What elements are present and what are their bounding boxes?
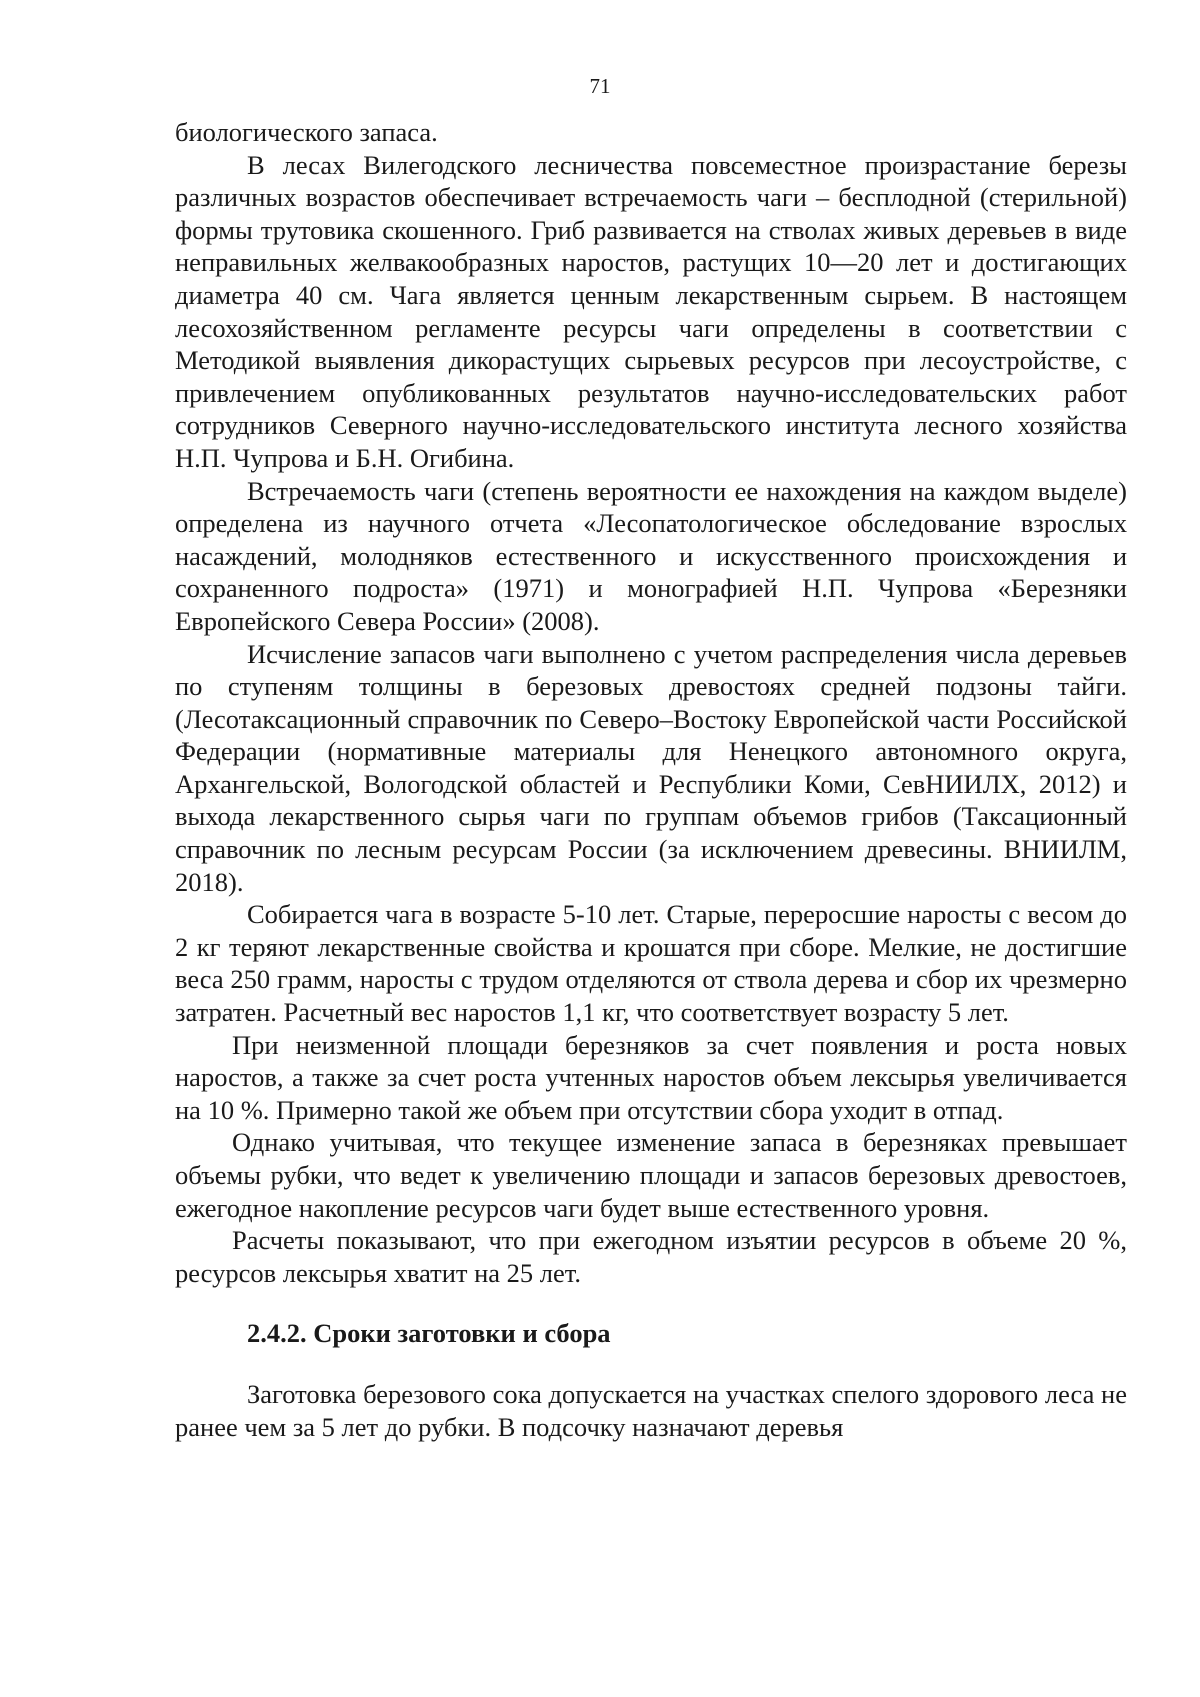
- body-text: [175, 116, 1127, 1443]
- paragraph-continuation: биологического запаса.: [175, 117, 438, 147]
- paragraph-chaga-calculation: Исчисление запасов чаги выполнено с учетом распределения числа деревьев по ступеням толщины в березовых древостоях средней подзоны тайги. (Лесотаксационный справочник по Северо–Востоку Европейской части Российской Федерации (нормативные материалы для Ненецкого автономного округа, Архангельской, Вологодской областей и Республики Коми, СевНИИЛХ, 2012) и выхода лекарственного сырья чаги по группам объемов грибов (Таксационный справочник по лесным ресурсам России (за исключением древесины. ВНИИЛМ, 2018).: [175, 638, 1127, 897]
- paragraph-chaga-resources: Расчеты показывают, что при ежегодном изъятии ресурсов в объеме 20 %, ресурсов лексырья хватит на 25 лет.: [175, 1225, 1127, 1288]
- paragraph-chaga-growth: При неизменной площади березняков за счет появления и роста новых наростов, а также за счет роста учтенных наростов объем лексырья увеличивается на 10 %. Примерно такой же объем при отсутствии сбора уходит в отпад.: [175, 1029, 1127, 1125]
- section-heading: 2.4.2. Сроки заготовки и сбора: [247, 1318, 611, 1349]
- paragraph-chaga-accumulation: Однако учитывая, что текущее изменение запаса в березняках превышает объемы рубки, что ведет к увеличению площади и запасов березовых древостоев, ежегодное накопление ресурсов чаги будет выше естественного уровня.: [175, 1127, 1127, 1223]
- paragraph-chaga-occurrence: Встречаемость чаги (степень вероятности ее нахождения на каждом выделе) определена из научного отчета «Лесопатологическое обследование взрослых насаждений, молодняков естественного и искусственного происхождения и сохраненного подроста» (1971) и монографией Н.П. Чупрова «Березняки Европейского Севера России» (2008).: [175, 475, 1127, 636]
- paragraph-chaga-description: В лесах Вилегодского лесничества повсеместное произрастание березы различных возрастов обеспечивает встречаемость чаги – бесплодной (стерильной) формы трутовика скошенного. Гриб развивается на стволах живых деревьев в виде неправильных желвакообразных наростов, растущих 10—20 лет и достигающих диаметра 40 см. Чага является ценным лекарственным сырьем. В настоящем лесохозяйственном регламенте ресурсы чаги определены в соответствии с Методикой выявления дикорастущих сырьевых ресурсов при лесоустройстве, с привлечением опубликованных результатов научно-исследовательских работ сотрудников Северного научно-исследовательского института лесного хозяйства Н.П. Чупрова и Б.Н. Огибина.: [175, 149, 1127, 473]
- paragraph-birch-sap: Заготовка березового сока допускается на участках спелого здорового леса не ранее чем за 5 лет до рубки. В подсочку назначают деревья: [175, 1378, 1127, 1442]
- page-number: 71: [589, 74, 611, 98]
- paragraph-chaga-collection: Собирается чага в возрасте 5-10 лет. Старые, переросшие наросты с весом до 2 кг теряют лекарственные свойства и крошатся при сборе. Мелкие, не достигшие веса 250 грамм, наросты с трудом отделяются от ствола дерева и сбор их чрезмерно затратен. Расчетный вес наростов 1,1 кг, что соответствует возрасту 5 лет.: [175, 899, 1127, 1028]
